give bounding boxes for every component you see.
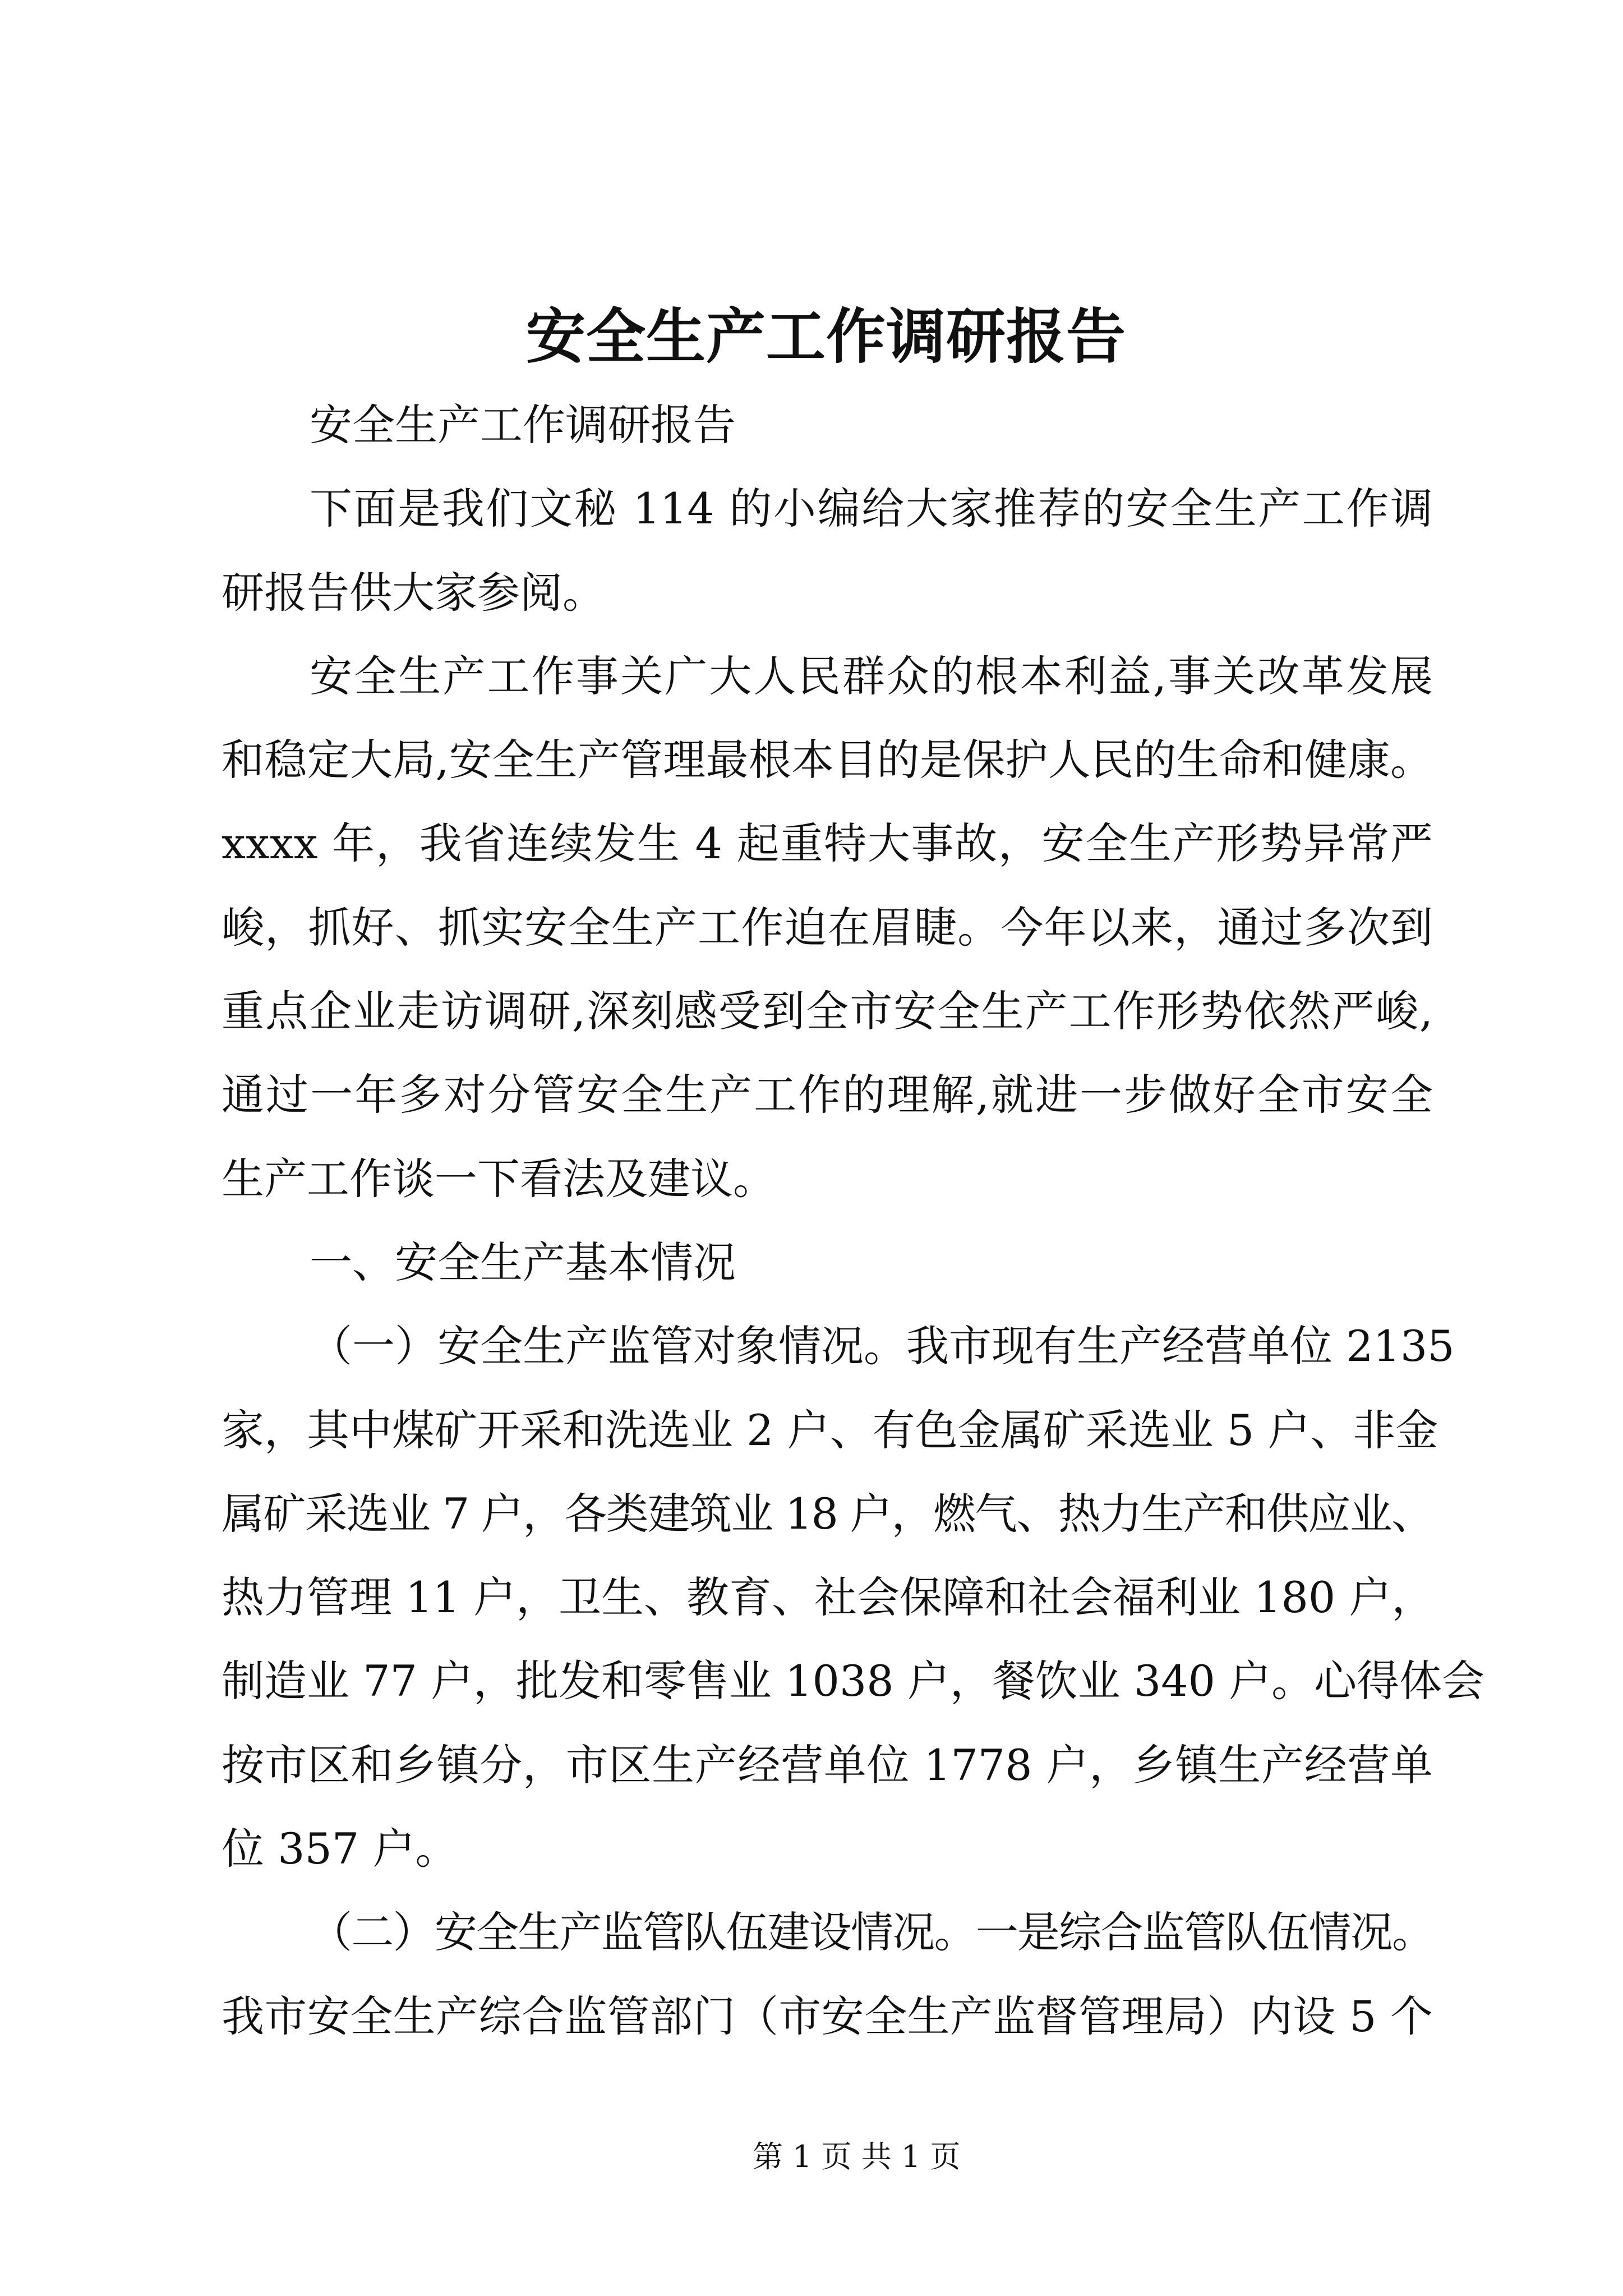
body-line: 属矿采选业 7 户，各类建筑业 18 户，燃气、热力生产和供应业、 — [222, 1488, 1433, 1539]
paragraph-subtitle — [222, 383, 1433, 467]
body-line: 我市安全生产综合监管部门（市安全生产监督管理局）内设 5 个 — [222, 1991, 1433, 2041]
paragraph-background — [222, 634, 1433, 1221]
paragraph-supervision-objects — [222, 1304, 1485, 1890]
body-line: 和稳定大局,安全生产管理最根本目的是保护人民的生命和健康。 — [222, 735, 1433, 785]
body-line: 研报告供大家参阅。 — [222, 567, 605, 618]
document-title: 安全生产工作调研报告 — [526, 301, 1126, 371]
body-line: 按市区和乡镇分，市区生产经营单位 1778 户，乡镇生产经营单 — [222, 1740, 1433, 1790]
body-line: 下面是我们文秘 114 的小编给大家推荐的安全生产工作调 — [310, 484, 1433, 534]
body-line: 重点企业走访调研,深刻感受到全市安全生产工作形势依然严峻, — [222, 986, 1433, 1037]
page-footer: 第 1 页 共 1 页 — [753, 2139, 961, 2174]
body-line: 家，其中煤矿开采和洗选业 2 户、有色金属矿采选业 5 户、非金 — [222, 1405, 1438, 1455]
body-line: 安全生产工作事关广大人民群众的根本利益,事关改革发展 — [310, 651, 1433, 701]
body-line: （二）安全生产监管队伍建设情况。一是综合监管队伍情况。 — [310, 1907, 1433, 1958]
body-line: 热力管理 11 户，卫生、教育、社会保障和社会福利业 180 户， — [222, 1572, 1435, 1623]
body-line: 通过一年多对分管安全生产工作的理解,就进一步做好全市安全 — [222, 1070, 1433, 1120]
body-line: 一、安全生产基本情况 — [310, 1237, 736, 1287]
body-line: 制造业 77 户，批发和零售业 1038 户，餐饮业 340 户。心得体会 — [222, 1656, 1485, 1706]
body-line: （一）安全生产监管对象情况。我市现有生产经营单位 2135 — [310, 1321, 1455, 1372]
paragraph-supervision-team — [222, 1890, 1433, 2058]
section-heading — [222, 1221, 1433, 1304]
body-line: 安全生产工作调研报告 — [310, 400, 736, 450]
body-line: 生产工作谈一下看法及建议。 — [222, 1153, 776, 1204]
paragraph-intro — [222, 467, 1433, 634]
document-body — [222, 383, 1485, 2058]
body-line: 位 357 户。 — [222, 1824, 458, 1874]
body-line: 峻，抓好、抓实安全生产工作迫在眉睫。今年以来，通过多次到 — [222, 902, 1433, 953]
body-line: xxxx 年，我省连续发生 4 起重特大事故，安全生产形势异常严 — [222, 818, 1433, 869]
